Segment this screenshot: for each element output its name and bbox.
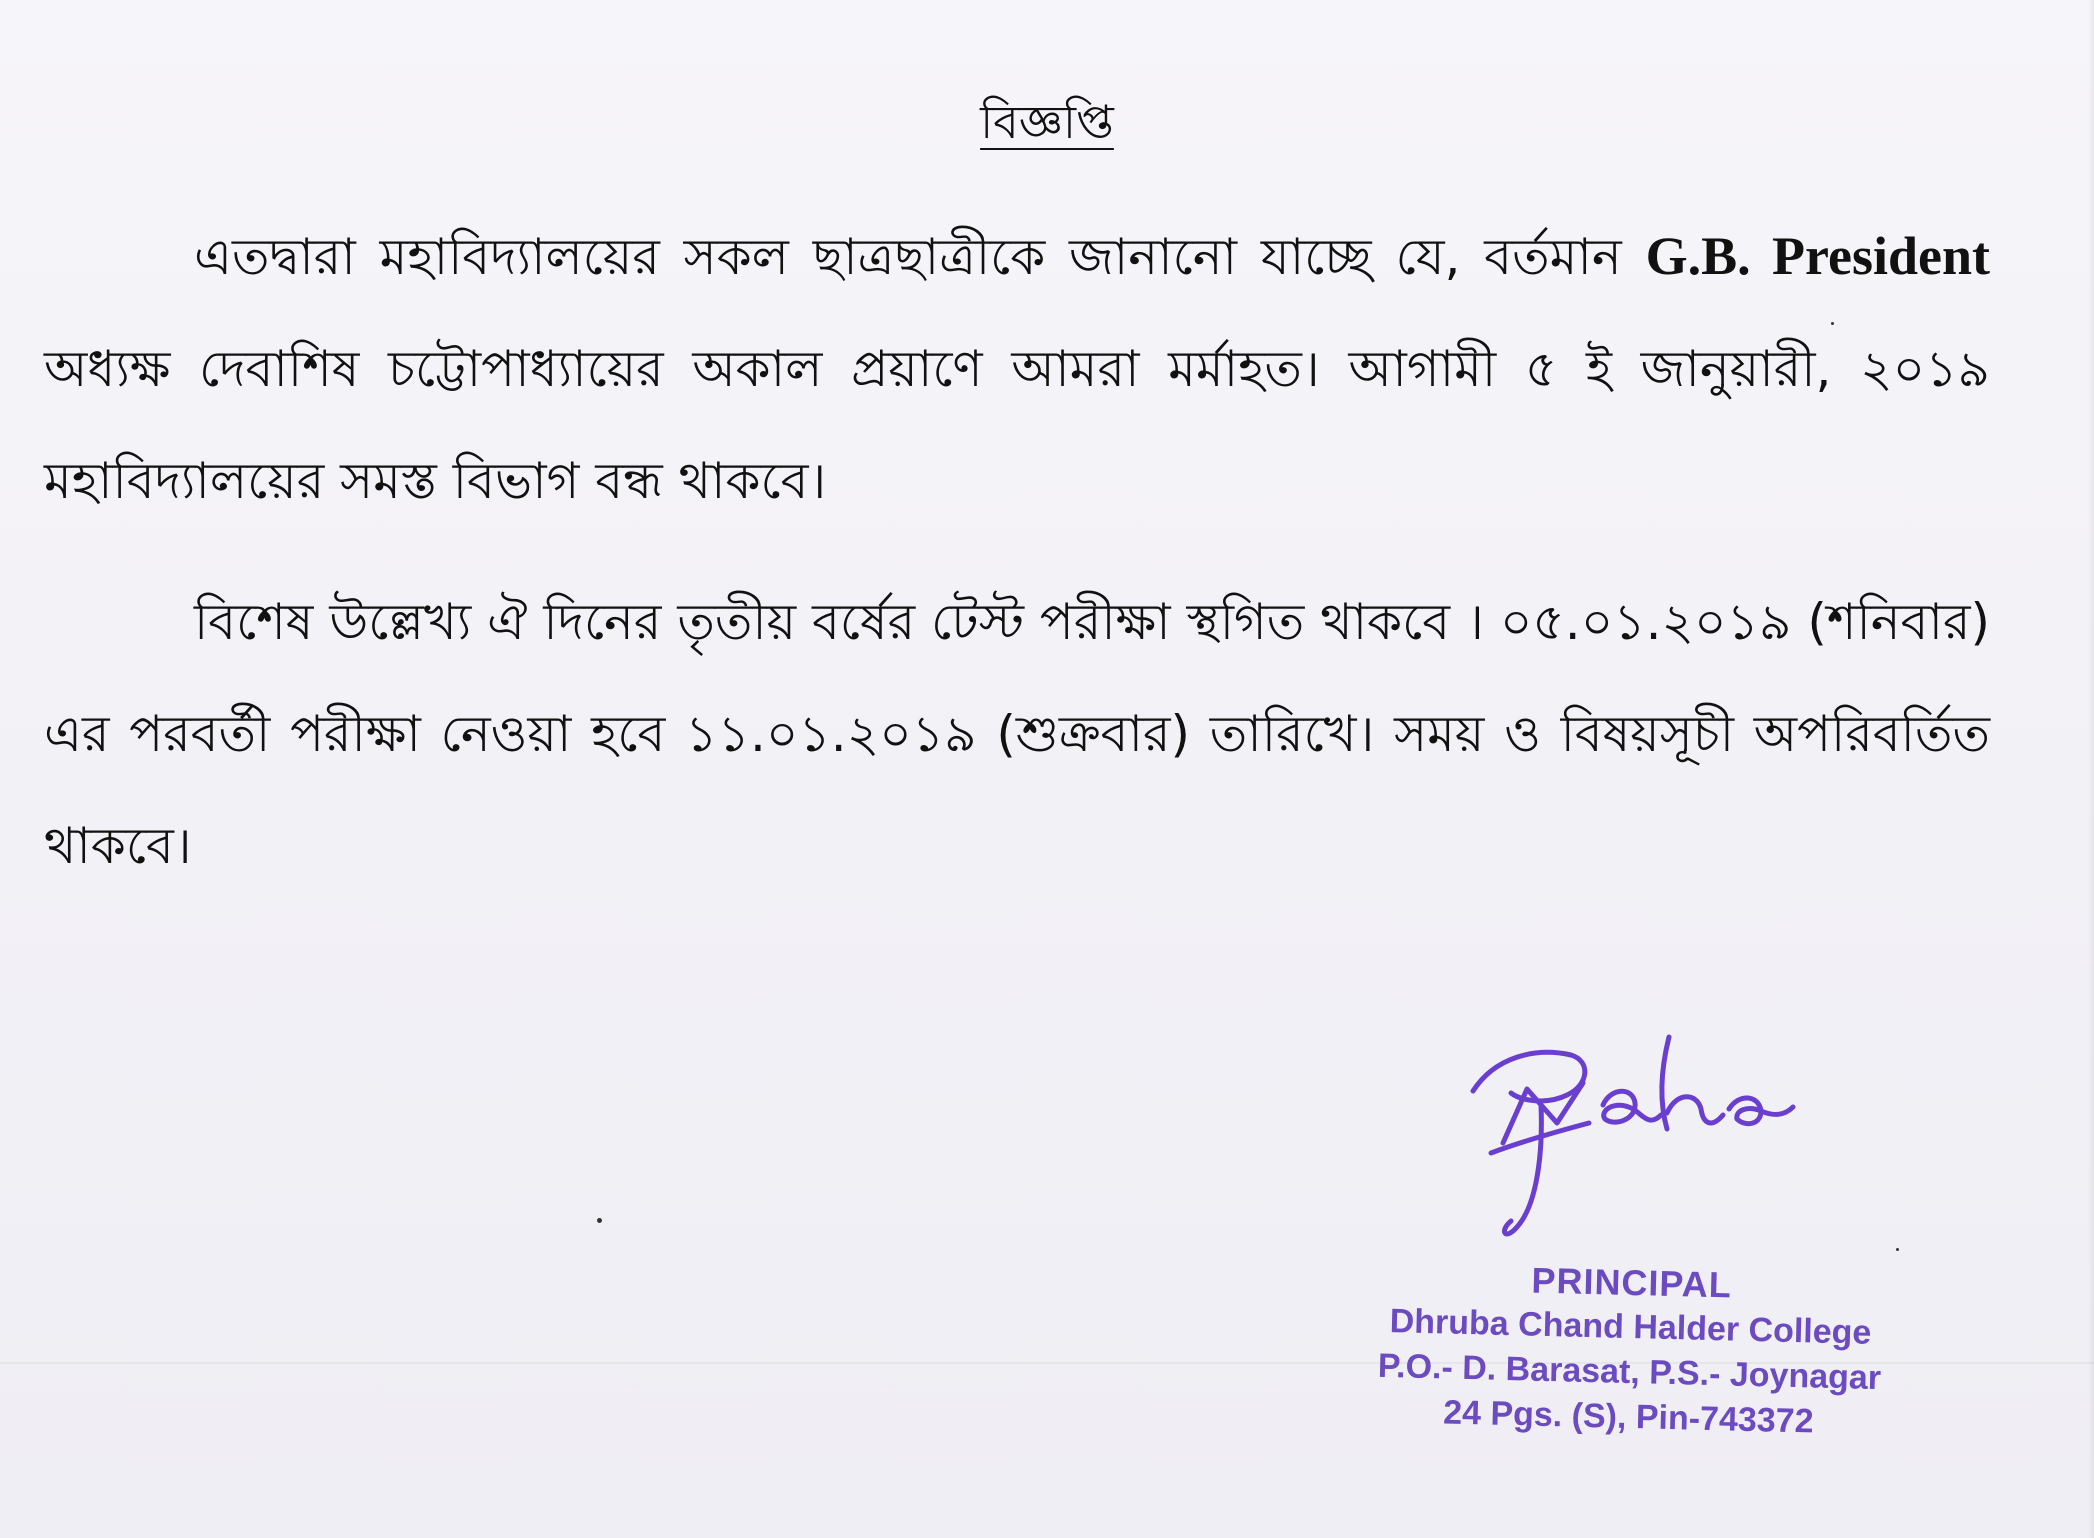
paragraph-1-text-end: অধ্যক্ষ দেবাশিষ চট্টোপাধ্যায়ের অকাল প্রয়াণে আমরা মর্মাহত। আগামী ৫ ই জানুয়ারী, ২০১৯ মহাবিদ্যালয়ের সমস্ত বিভাগ বন্ধ থাকবে।	[44, 340, 1990, 510]
stamp-role: PRINCIPAL	[1531, 1259, 1733, 1306]
notice-title-text: বিজ্ঞপ্তি	[980, 95, 1114, 149]
notice-title	[0, 92, 2094, 152]
stamp-college-name: Dhruba Chand Halder College	[1389, 1302, 1872, 1352]
paper-speck	[1896, 1248, 1899, 1251]
notice-paragraph-1	[44, 200, 1990, 537]
notice-paragraph-2: বিশেষ উল্লেখ্য ঐ দিনের তৃতীয় বর্ষের টেস্ট পরীক্ষা স্থগিত থাকবে । ০৫.০১.২০১৯ (শনিবার) এর পরবর্তী পরীক্ষা নেওয়া হবে ১১.০১.২০১৯ (শুক্রবার) তারিখে। সময় ও বিষয়সূচী অপরিবর্তিত থাকবে।	[44, 593, 1990, 875]
principal-signature	[1455, 1005, 1835, 1255]
paper-edge-shadow	[2088, 0, 2094, 1538]
paragraph-1-text-start: এতদ্বারা মহাবিদ্যালয়ের সকল ছাত্রছাত্রীকে জানানো যাচ্ছে যে, বর্তমান	[194, 228, 1646, 286]
stamp-address-line-2: 24 Pgs. (S), Pin-743372	[1442, 1393, 1814, 1441]
principal-stamp	[1328, 1253, 1932, 1448]
stamp-address-line-1: P.O.- D. Barasat, P.S.- Joynagar	[1377, 1346, 1882, 1398]
gb-president-text: G.B. President	[1645, 226, 1990, 286]
paper-speck	[597, 1218, 602, 1223]
